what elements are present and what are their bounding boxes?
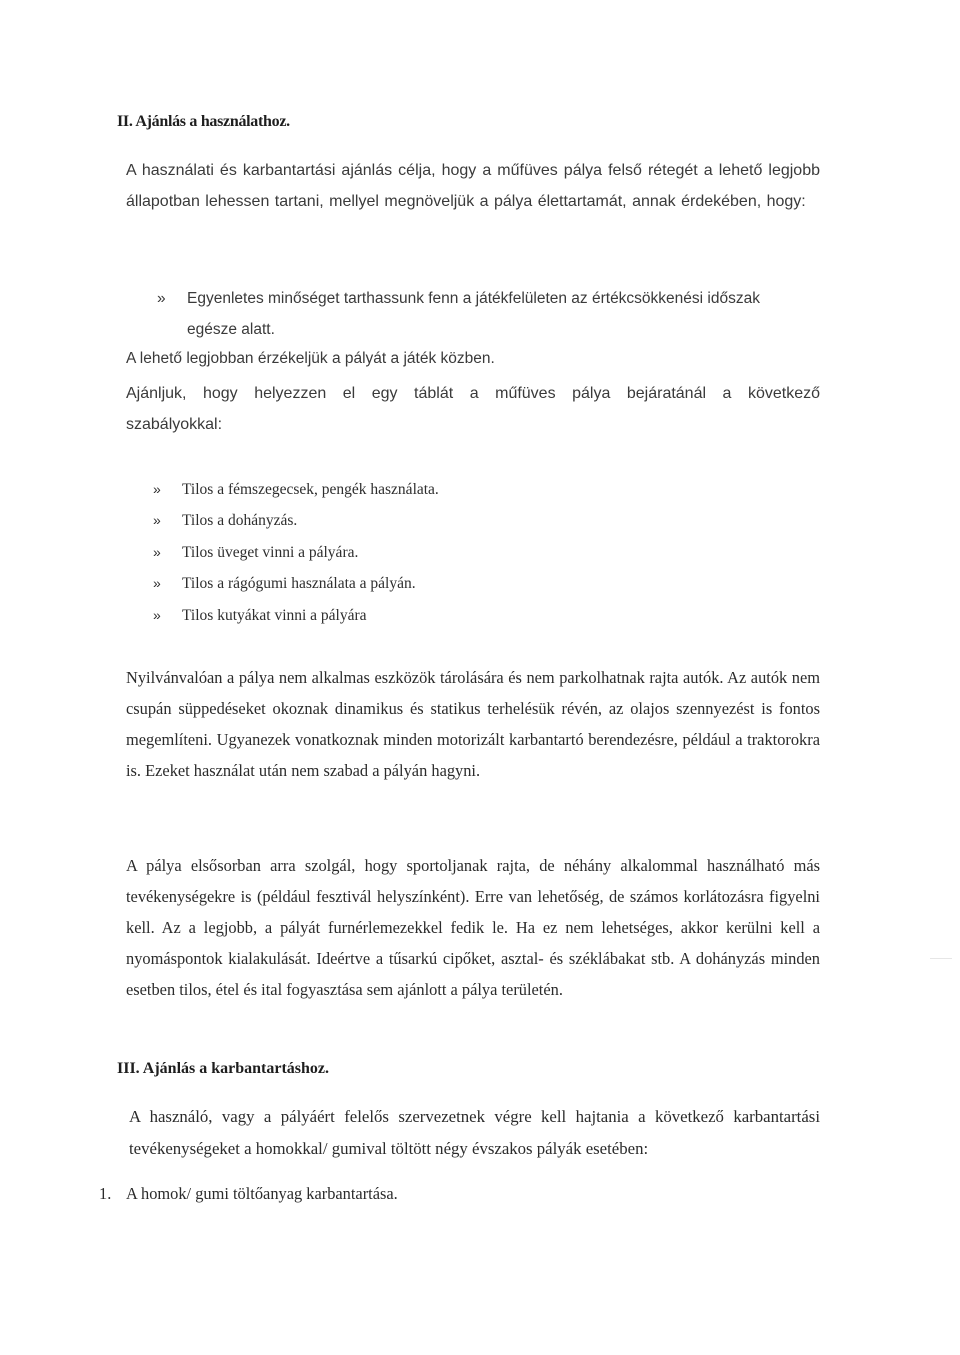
section-2-intro-paragraph: A használati és karbantartási ajánlás célja, hogy a műfüves pálya felső rétegét a lehető legjobb állapotban lehessen tartani, mellyel megnöveljük a pálya élettartamát, annak érdekében, hogy: xyxy=(126,162,820,210)
rule-item xyxy=(153,568,439,599)
rule-item xyxy=(153,537,439,568)
bullet-text-line1: Egyenletes minőséget tarthassunk fenn a játékfelületen az értékcsökkenési időszak xyxy=(187,290,760,307)
section-3-heading: III. Ajánlás a karbantartáshoz. xyxy=(117,1060,330,1077)
section-3-intro-paragraph: A használó, vagy a pályáért felelős szervezetnek végre kell hajtania a következő karbantartási tevékenységeket a homokkal/ gumival töltött négy évszakos pályák esetében: xyxy=(129,1107,820,1158)
scan-artifact xyxy=(930,958,952,959)
rule-item xyxy=(153,600,439,631)
item-text: A homok/ gumi töltőanyag karbantartása. xyxy=(126,1184,398,1203)
rule-item xyxy=(153,474,439,505)
bullet-marker-icon: » xyxy=(153,512,161,529)
bullet-item-consistent-quality xyxy=(157,283,821,345)
vehicles-paragraph: Nyilvánvalóan a pálya nem alkalmas eszközök tárolására és nem parkolhatnak rajta autók. Az autók nem csupán süppedéseket okoznak dinamikus és statikus terhelésük révén, az olajos szennyezést is fontos megemlíteni. Ugyanezek vonatkoznak minden motorizált karbantartó berendezésre, például a traktorokra is. Ezeket használat után nem szabad a pályán hagyni. xyxy=(126,668,820,780)
bullet-text-line2: egésze alatt. xyxy=(187,321,275,338)
bullet-marker-icon: » xyxy=(153,606,161,623)
rule-text: Tilos a dohányzás. xyxy=(182,512,298,530)
section-2-heading: II. Ajánlás a használathoz. xyxy=(117,113,290,130)
bullet-marker-icon: » xyxy=(157,290,166,307)
rule-text: Tilos kutyákat vinni a pályára xyxy=(182,606,367,624)
best-feel-line: A lehető legjobban érzékeljük a pályát a játék közben. xyxy=(126,350,495,367)
rule-text: Tilos a rágógumi használata a pályán. xyxy=(182,575,416,593)
bullet-marker-icon: » xyxy=(153,543,161,560)
rule-text: Tilos üveget vinni a pályára. xyxy=(182,543,359,561)
bullet-marker-icon: » xyxy=(153,575,161,592)
rules-list xyxy=(153,474,439,631)
rule-item xyxy=(153,505,439,536)
other-use-paragraph: A pálya elsősorban arra szolgál, hogy sportoljanak rajta, de néhány alkalommal használható más tevékenységekre is (például fesztivál helyszínként). Erre van lehetőség, de számos korlátozásra figyelni kell. Az a legjobb, a pályát furnérlemezekkel fedik le. Ha ez nem lehetséges, akkor kerülni kell a nyomáspontok kialakulását. Ideértve a tűsarkú cipőket, asztal- és széklábakat stb. A dohányzás minden esetben tilos, étel és ital fogyasztása sem ajánlott a pálya területén. xyxy=(126,856,820,999)
numbered-item xyxy=(99,1184,398,1204)
sign-recommendation-paragraph: Ajánljuk, hogy helyezzen el egy táblát a műfüves pálya bejáratánál a következő szabályokkal: xyxy=(126,385,820,433)
item-number: 1. xyxy=(99,1184,112,1203)
bullet-marker-icon: » xyxy=(153,481,161,497)
rule-text: Tilos a fémszegecsek, pengék használata. xyxy=(182,481,439,498)
